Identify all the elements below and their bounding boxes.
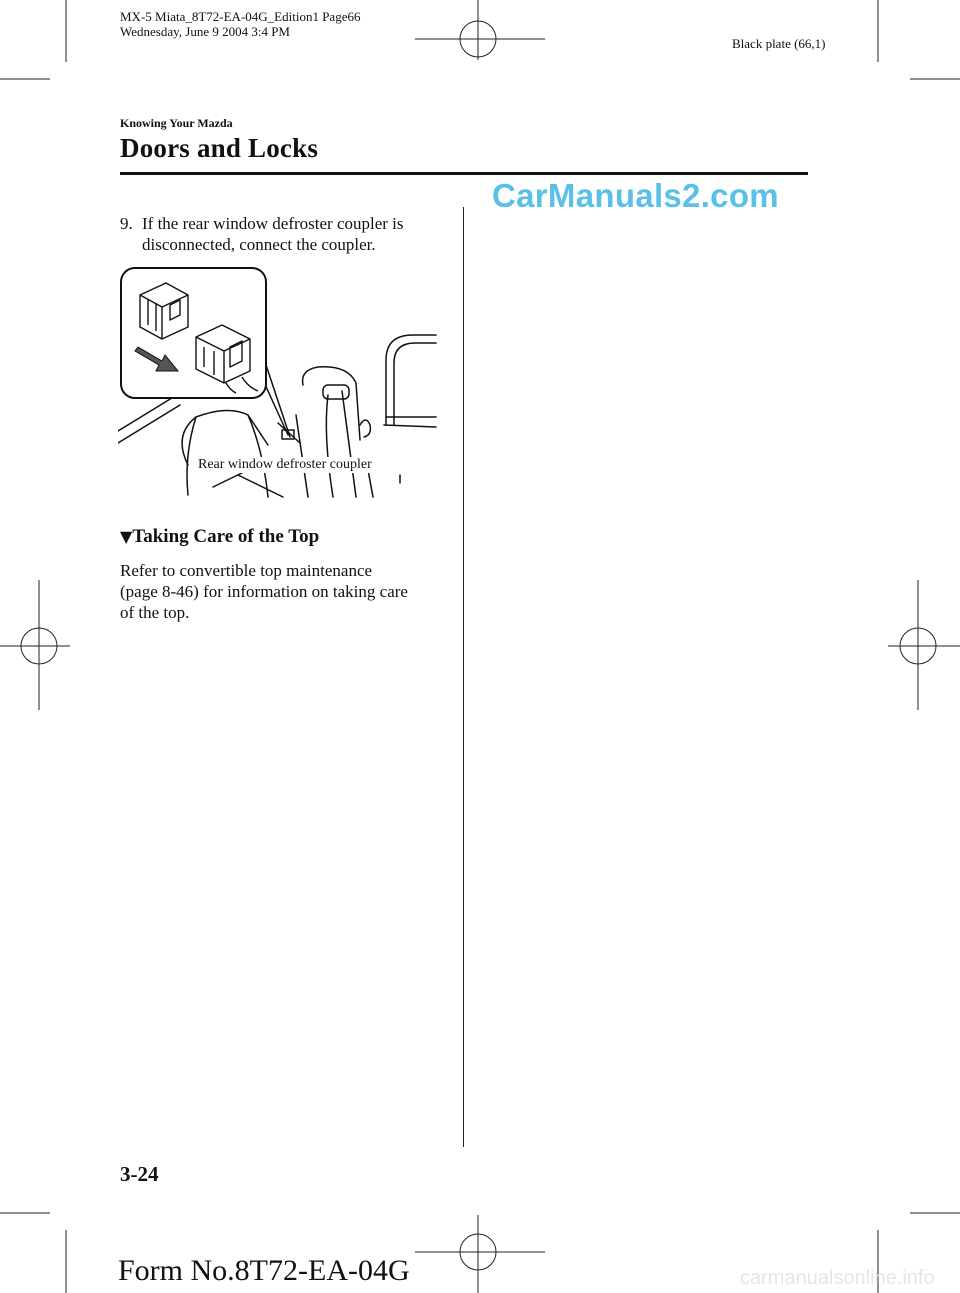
step-text-line-1: If the rear window defroster coupler is [142,214,404,233]
black-plate-label: Black plate (66,1) [732,36,826,51]
title-rule [120,172,808,175]
step-number: 9. [120,214,133,233]
triangle-marker-icon: ▼ [120,527,133,546]
body-line-3: of the top. [120,603,190,622]
column-divider [463,207,464,1147]
body-line-2: (page 8-46) for information on taking care [120,582,408,601]
body-paragraph [120,560,455,623]
watermark-logo-top: CarManuals2.com [492,177,779,214]
section-label: Knowing Your Mazda [120,116,233,130]
page-title: Doors and Locks [120,133,319,163]
step-text-line-2: disconnected, connect the coupler. [142,235,376,254]
subheading-taking-care-of-top [120,526,319,548]
subheading-text: Taking Care of the Top [132,526,320,547]
form-number: Form No.8T72-EA-04G [118,1254,410,1287]
body-line-1: Refer to convertible top maintenance [120,561,373,580]
page-number: 3-24 [120,1162,159,1186]
print-header-line-1: MX-5 Miata_8T72-EA-04G_Edition1 Page66 [120,9,361,24]
print-header-line-2: Wednesday, June 9 2004 3:4 PM [120,24,290,39]
step-9 [120,213,460,255]
watermark-bottom: carmanualsonline.info [740,1267,935,1289]
figure-callout-label: Rear window defroster coupler [198,457,372,472]
